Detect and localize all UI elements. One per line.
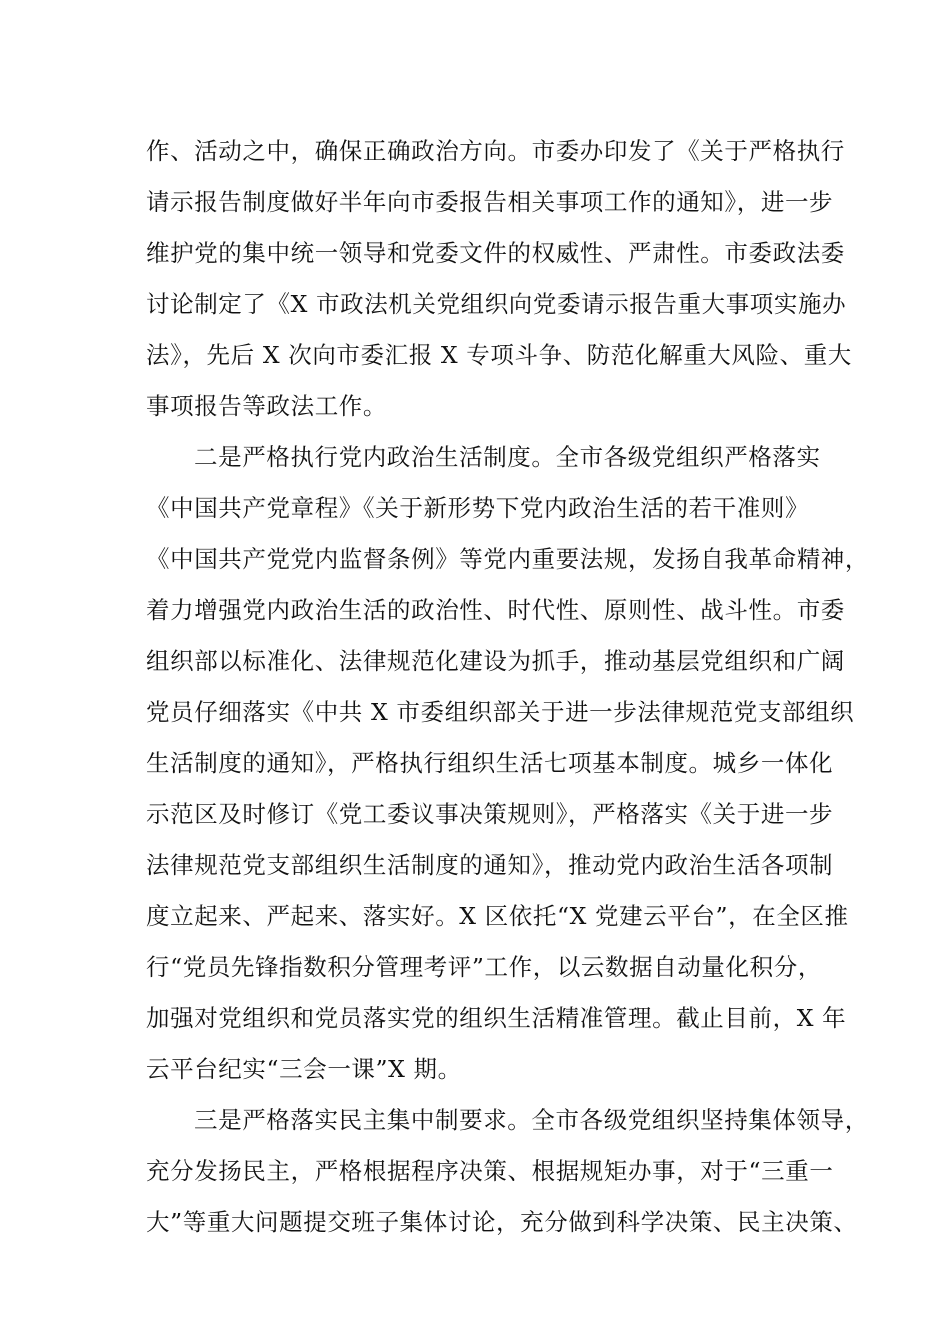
text-line: 度立起来、严起来、落实好。X 区依托“X 党建云平台”，在全区推 xyxy=(146,902,849,930)
text-line: 加强对党组织和党员落实党的组织生活精准管理。截止目前，X 年 xyxy=(146,1004,847,1032)
text-line: 《中国共产党党内监督条例》等党内重要法规，发扬自我革命精神， xyxy=(146,545,869,573)
text-line: 组织部以标准化、法律规范化建设为抓手，推动基层党组织和广阔 xyxy=(146,647,845,675)
text-line: 《中国共产党章程》《关于新形势下党内政治生活的若干准则》 xyxy=(146,494,810,522)
text-line: 请示报告制度做好半年向市委报告相关事项工作的通知》，进一步 xyxy=(146,188,834,216)
text-line: 着力增强党内政治生活的政治性、时代性、原则性、战斗性。市委 xyxy=(146,596,845,624)
text-line: 法律规范党支部组织生活制度的通知》，推动党内政治生活各项制 xyxy=(146,851,834,879)
text-line: 充分发扬民主，严格根据程序决策、根据规矩办事，对于“三重一 xyxy=(146,1157,834,1185)
text-line: 云平台纪实“三会一课”X 期。 xyxy=(146,1055,462,1083)
text-line: 作、活动之中，确保正确政治方向。市委办印发了《关于严格执行 xyxy=(146,137,845,165)
text-line: 法》，先后 X 次向市委汇报 X 专项斗争、防范化解重大风险、重大 xyxy=(146,341,852,369)
text-line: 行“党员先锋指数积分管理考评”工作，以云数据自动量化积分， xyxy=(146,953,822,981)
paragraph-start-line: 三是严格落实民主集中制要求。全市各级党组织坚持集体领导， xyxy=(194,1106,869,1134)
text-line: 党员仔细落实《中共 X 市委组织部关于进一步法律规范党支部组织 xyxy=(146,698,855,726)
paragraph-start-line: 二是严格执行党内政治生活制度。全市各级党组织严格落实 xyxy=(194,443,821,471)
text-line: 事项报告等政法工作。 xyxy=(146,392,387,420)
text-line: 大”等重大问题提交班子集体讨论，充分做到科学决策、民主决策、 xyxy=(146,1208,858,1236)
text-line: 示范区及时修订《党工委议事决策规则》，严格落实《关于进一步 xyxy=(146,800,834,828)
text-line: 讨论制定了《X 市政法机关党组织向党委请示报告重大事项实施办 xyxy=(146,290,847,318)
text-line: 维护党的集中统一领导和党委文件的权威性、严肃性。市委政法委 xyxy=(146,239,845,267)
text-line: 生活制度的通知》，严格执行组织生活七项基本制度。城乡一体化 xyxy=(146,749,834,777)
